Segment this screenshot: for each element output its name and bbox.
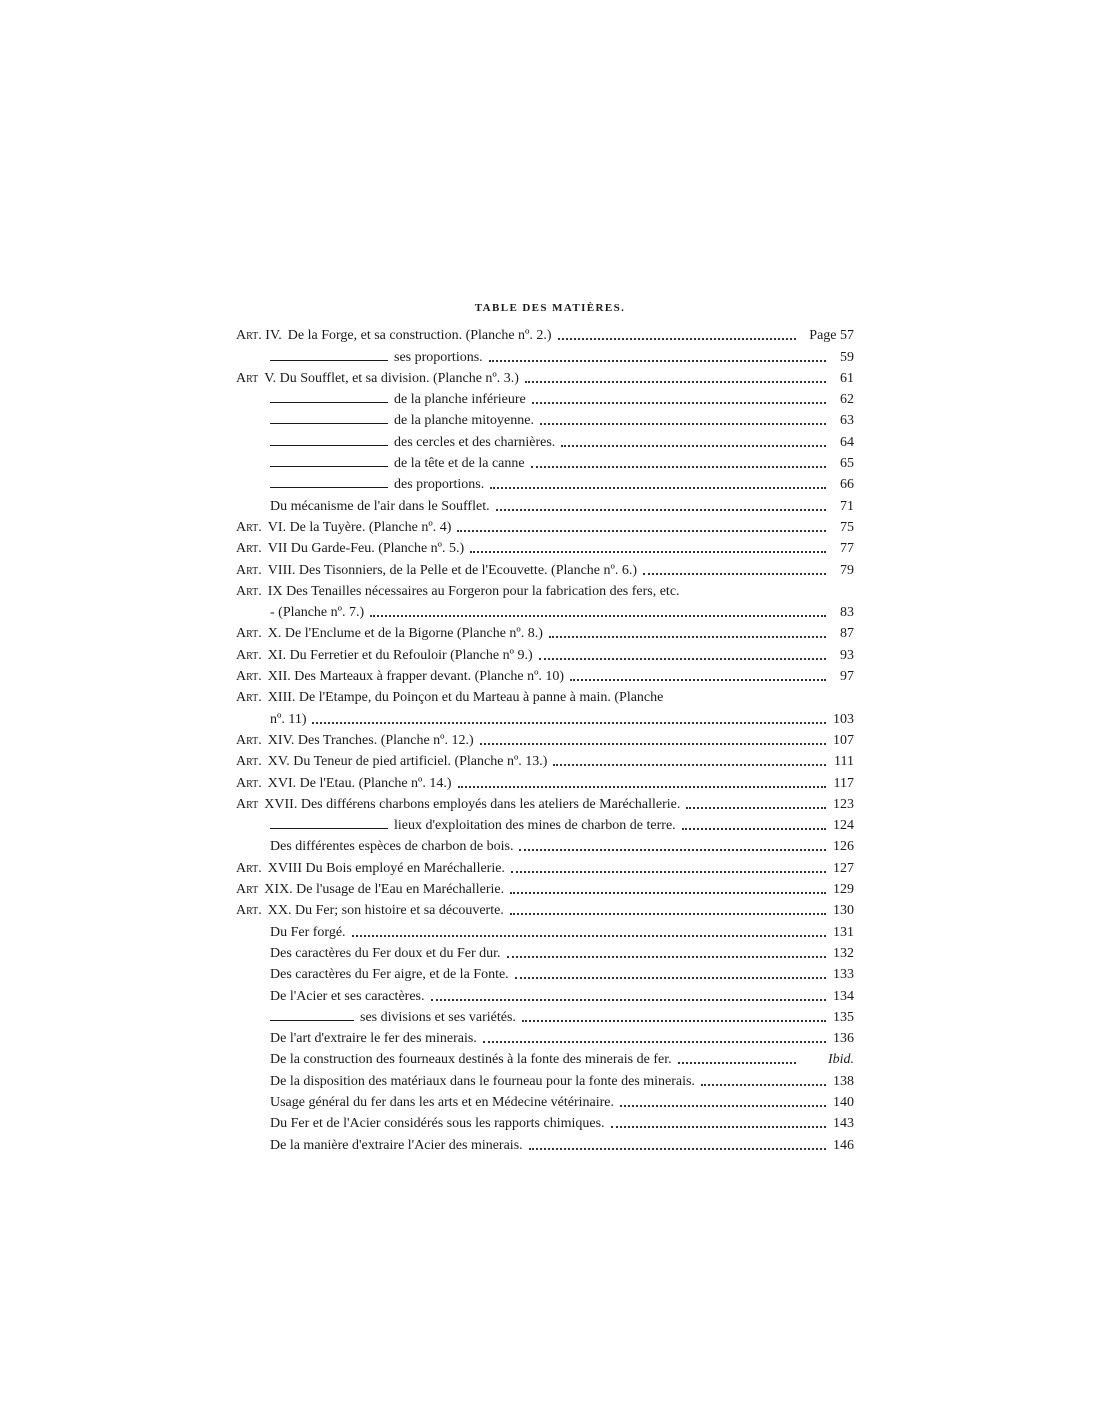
dot-leader: [490, 487, 826, 489]
article-prefix: Art.: [236, 627, 262, 642]
toc-entry-text: [236, 351, 832, 365]
page-number: 75: [840, 519, 854, 535]
toc-entry-text: [236, 670, 832, 684]
dot-leader: [558, 338, 796, 340]
entry-title: De la disposition des matériaux dans le fourneau pour la fonte des minerais.: [270, 1074, 695, 1089]
entry-title: lieux d'exploitation des mines de charbon de terre.: [394, 819, 676, 834]
article-prefix: Art.: [236, 670, 262, 685]
dot-leader: [507, 956, 826, 958]
toc-entry: [236, 343, 854, 364]
article-prefix: Art.: [236, 542, 262, 557]
toc-entry-text: [236, 798, 832, 812]
dot-leader: [496, 509, 826, 511]
toc-entry: [236, 1110, 854, 1131]
toc-entry: [236, 386, 854, 407]
page-number: 127: [833, 860, 854, 876]
dot-leader: [483, 1041, 826, 1043]
dot-leader: [529, 1148, 826, 1150]
entry-title: de la planche inférieure: [394, 393, 526, 408]
article-prefix: Art: [236, 371, 259, 386]
page-number: 66: [840, 477, 854, 493]
toc-entry: [236, 961, 854, 982]
page-number: 64: [840, 434, 854, 450]
dot-leader: [510, 913, 826, 915]
toc-entry-text: [236, 542, 832, 556]
dot-leader: [511, 871, 826, 873]
article-prefix: Art.: [236, 733, 262, 748]
toc-entry-text: [236, 436, 832, 450]
toc-entry-text: [236, 393, 832, 407]
page-number: 135: [833, 1009, 854, 1025]
entry-title: XX. Du Fer; son histoire et sa découverte.: [267, 904, 504, 919]
toc-entry-text: [236, 734, 832, 748]
dot-leader: [525, 381, 826, 383]
ditto-rule: [270, 423, 388, 424]
article-prefix: Art.: [236, 861, 262, 876]
toc-entry-text: [236, 329, 802, 343]
toc-entry-text: [236, 500, 832, 514]
toc-entry: [236, 982, 854, 1003]
page-number: 124: [833, 818, 854, 834]
page-number: 134: [833, 988, 854, 1004]
toc-entry-text: [236, 1096, 832, 1110]
dot-leader: [470, 551, 826, 553]
table-of-contents: [236, 322, 854, 1153]
dot-leader: [539, 658, 826, 660]
page-number: 77: [840, 541, 854, 557]
article-prefix: Art.: [236, 648, 262, 663]
toc-entry: [236, 1067, 854, 1088]
toc-entry: [236, 535, 854, 556]
toc-entry: [236, 791, 854, 812]
page-number: 146: [833, 1137, 854, 1153]
page-number: 107: [833, 732, 854, 748]
toc-entry-text: [236, 606, 832, 620]
toc-entry: [236, 940, 854, 961]
article-prefix: Art: [236, 883, 259, 898]
toc-entry: [236, 578, 854, 599]
entry-title: XVII. Des différens charbons employés dans les ateliers de Maréchallerie.: [264, 797, 681, 812]
article-prefix: Art. IV.: [236, 329, 282, 344]
toc-entry: [236, 684, 854, 705]
entry-title: XIII. De l'Étampe, du Poinçon et du Marteau à panne à main. (Planche: [267, 691, 664, 706]
page-number: 62: [840, 392, 854, 408]
entry-title: De l'art d'extraire le fer des minerais.: [270, 1032, 477, 1047]
ditto-rule: [270, 487, 388, 488]
entry-title: De la construction des fourneaux destinés à la fonte des minerais de fer.: [270, 1053, 672, 1068]
toc-entry-text: [236, 1053, 802, 1067]
entry-title: VIII. Des Tisonniers, de la Pelle et de l'Écouvette. (Planche nº. 6.): [267, 563, 638, 578]
dot-leader: [522, 1020, 826, 1022]
dot-leader: [701, 1084, 826, 1086]
toc-entry: [236, 748, 854, 769]
toc-entry-text: [236, 478, 832, 492]
page-number: 123: [833, 796, 854, 812]
toc-entry: [236, 1089, 854, 1110]
page-number: 65: [840, 456, 854, 472]
toc-entry: [236, 854, 854, 875]
page-number: 61: [840, 370, 854, 386]
entry-title: de la tête et de la canne: [394, 457, 525, 472]
toc-entry-text: [236, 564, 832, 578]
toc-entry: [236, 727, 854, 748]
dot-leader: [643, 573, 826, 575]
article-prefix: Art.: [236, 520, 262, 535]
dot-leader: [678, 1062, 796, 1064]
toc-entry-text: [236, 457, 832, 471]
page-number: 143: [833, 1116, 854, 1132]
page-number: 111: [834, 754, 854, 770]
dot-leader: [480, 743, 826, 745]
page-number: Page 57: [809, 328, 854, 344]
page-number: 126: [833, 839, 854, 855]
entry-title: V. Du Soufflet, et sa division. (Planche nº. 3.): [264, 371, 519, 386]
toc-entry-text: [236, 1117, 832, 1131]
toc-entry-text: [236, 755, 832, 769]
page-number: 117: [833, 775, 854, 791]
page-number: 83: [840, 605, 854, 621]
article-prefix: Art: [236, 797, 259, 812]
toc-entry: [236, 1131, 854, 1152]
dot-leader: [540, 423, 826, 425]
dot-leader: [549, 636, 826, 638]
entry-title: Des caractères du Fer doux et du Fer dur.: [270, 946, 501, 961]
toc-entry-text: [236, 990, 832, 1004]
dot-leader: [515, 977, 826, 979]
toc-entry-text: [236, 1032, 832, 1046]
toc-entry-text: [236, 691, 832, 705]
entry-title: XI. Du Ferretier et du Refouloir (Planche nº 9.): [267, 648, 533, 663]
toc-entry: [236, 620, 854, 641]
page-number: 138: [833, 1073, 854, 1089]
toc-entry-text: [236, 862, 832, 876]
toc-entry-text: [236, 777, 832, 791]
toc-entry: [236, 876, 854, 897]
page-number: 136: [833, 1031, 854, 1047]
dot-leader: [686, 807, 826, 809]
entry-title: XII. Des Marteaux à frapper devant. (Planche nº. 10): [267, 670, 565, 685]
toc-entry: [236, 705, 854, 726]
entry-title: Des caractères du Fer aigre, et de la Fonte.: [270, 968, 509, 983]
entry-title: Du Fer et de l'Acier considérés sous les rapports chimiques.: [270, 1117, 605, 1132]
entry-title: des cercles et des charnières.: [394, 435, 556, 450]
entry-title: Des différentes espèces de charbon de bois.: [270, 840, 514, 855]
dot-leader: [457, 530, 826, 532]
toc-entry-text: [236, 372, 832, 386]
toc-entry-text: [236, 1011, 832, 1025]
toc-entry-text: [236, 1139, 832, 1153]
toc-entry-text: [236, 947, 832, 961]
page-number: 87: [840, 626, 854, 642]
entry-title: VII Du Garde-Feu. (Planche nº. 5.): [267, 542, 465, 557]
dot-leader: [611, 1126, 826, 1128]
entry-title: de la planche mitoyenne.: [394, 414, 534, 429]
dot-leader: [370, 615, 826, 617]
entry-title: nº. 11): [270, 712, 307, 727]
page-number: 133: [833, 967, 854, 983]
toc-entry: [236, 663, 854, 684]
toc-entry-text: [236, 649, 832, 663]
toc-entry: [236, 1004, 854, 1025]
entry-title: Usage général du fer dans les arts et en Médecine vétérinaire.: [270, 1095, 615, 1110]
toc-entry: [236, 918, 854, 939]
ditto-rule: [270, 828, 388, 829]
article-prefix: Art.: [236, 563, 262, 578]
dot-leader: [352, 935, 826, 937]
ditto-rule: [270, 1020, 354, 1021]
article-prefix: Art.: [236, 691, 262, 706]
page-number: 131: [833, 924, 854, 940]
entry-title: De la manière d'extraire l'Acier des minerais.: [270, 1138, 523, 1153]
entry-title: Du Fer forgé.: [270, 925, 346, 940]
page-number: 71: [840, 498, 854, 514]
dot-leader: [570, 679, 826, 681]
dot-leader: [561, 445, 826, 447]
toc-entry: [236, 599, 854, 620]
page-number: 129: [833, 882, 854, 898]
toc-entry-text: [236, 968, 832, 982]
toc-entry-text: [236, 713, 832, 727]
toc-entry: [236, 769, 854, 790]
toc-entry: [236, 407, 854, 428]
ditto-rule: [270, 360, 388, 361]
dot-leader: [458, 786, 826, 788]
toc-entry: [236, 471, 854, 492]
article-prefix: Art.: [236, 584, 262, 599]
page-number: 103: [833, 711, 854, 727]
dot-leader: [553, 764, 826, 766]
page-number: 93: [840, 647, 854, 663]
ditto-rule: [270, 445, 388, 446]
toc-entry-text: [236, 1075, 832, 1089]
toc-entry: [236, 492, 854, 513]
entry-title: De la Forge, et sa construction. (Planche nº. 2.): [287, 329, 552, 344]
entry-title: XIV. Des Tranches. (Planche nº. 12.): [267, 733, 474, 748]
toc-entry-text: [236, 627, 832, 641]
entry-title: des proportions.: [394, 478, 485, 493]
page-number: 140: [833, 1094, 854, 1110]
toc-entry: [236, 365, 854, 386]
dot-leader: [431, 999, 827, 1001]
toc-entry: [236, 812, 854, 833]
toc-entry-text: [236, 883, 832, 897]
ditto-rule: [270, 466, 388, 467]
toc-entry-text: [236, 926, 832, 940]
page-number: 97: [840, 669, 854, 685]
entry-title: XVIII Du Bois employé en Maréchallerie.: [267, 861, 505, 876]
entry-title: XV. Du Teneur de pied artificiel. (Planche nº. 13.): [267, 755, 548, 770]
toc-entry-text: [236, 521, 832, 535]
entry-title: ses proportions.: [394, 350, 483, 365]
toc-entry: [236, 1025, 854, 1046]
toc-entry: [236, 450, 854, 471]
dot-leader: [620, 1105, 826, 1107]
dot-leader: [312, 722, 826, 724]
page-number: 132: [833, 945, 854, 961]
entry-title: Du mécanisme de l'air dans le Soufflet.: [270, 499, 490, 514]
toc-entry-text: [236, 414, 832, 428]
toc-entry: [236, 641, 854, 662]
toc-entry: [236, 514, 854, 535]
toc-entry-text: [236, 819, 832, 833]
toc-entry-text: [236, 840, 832, 854]
page-number: 79: [840, 562, 854, 578]
dot-leader: [682, 828, 826, 830]
toc-entry: [236, 1046, 854, 1067]
article-prefix: Art.: [236, 776, 262, 791]
page-number: 130: [833, 903, 854, 919]
dot-leader: [531, 466, 826, 468]
ditto-rule: [270, 402, 388, 403]
entry-title: De l'Acier et ses caractères.: [270, 989, 425, 1004]
entry-title: XVI. De l'Étau. (Planche nº. 14.): [267, 776, 452, 791]
toc-entry-text: [236, 585, 832, 599]
dot-leader: [489, 360, 826, 362]
toc-entry: [236, 833, 854, 854]
toc-entry: [236, 428, 854, 449]
page-number: 63: [840, 413, 854, 429]
dot-leader: [532, 402, 826, 404]
entry-title: ses divisions et ses variétés.: [360, 1010, 516, 1025]
article-prefix: Art.: [236, 755, 262, 770]
toc-entry: [236, 897, 854, 918]
page-number: Ibid.: [827, 1052, 854, 1068]
dot-leader: [519, 849, 826, 851]
toc-entry: [236, 556, 854, 577]
page-number: 59: [840, 349, 854, 365]
dot-leader: [510, 892, 826, 894]
page-heading: TABLE DES MATIÈRES.: [474, 302, 626, 314]
article-prefix: Art.: [236, 904, 262, 919]
toc-entry-text: [236, 904, 832, 918]
entry-title: XIX. De l'usage de l'Eau en Maréchallerie.: [264, 883, 505, 898]
entry-title: IX Des Tenailles nécessaires au Forgeron pour la fabrication des fers, etc.: [267, 584, 680, 599]
entry-title: VI. De la Tuyère. (Planche nº. 4): [267, 520, 452, 535]
toc-entry: [236, 322, 854, 343]
entry-title: - (Planche nº. 7.): [270, 606, 365, 621]
entry-title: X. De l'Enclume et de la Bigorne (Planche nº. 8.): [267, 627, 543, 642]
